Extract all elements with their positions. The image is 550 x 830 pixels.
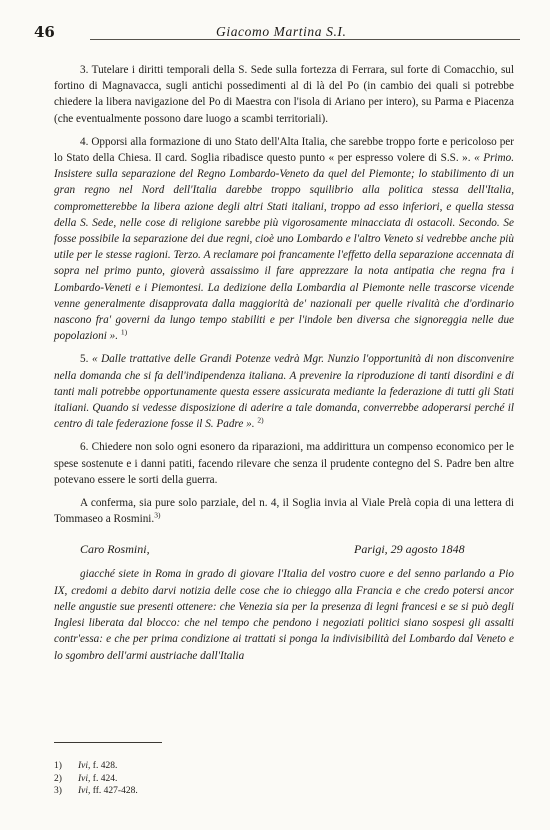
paragraph-7-text: A conferma, sia pure solo parziale, del n. 4, il Soglia invia al Viale Prelà copia di una lettera di Tommaseo a Rosmini. <box>54 497 514 526</box>
footnote-ref-1: 1) <box>120 327 128 337</box>
footnote-number: 2) <box>54 773 62 784</box>
footnote-ref: Ivi, <box>78 761 91 771</box>
letter-heading <box>54 541 514 559</box>
page-number: 46 <box>34 23 55 41</box>
paragraph-5 <box>54 351 514 432</box>
footnote-rule <box>54 742 162 743</box>
letter-salutation: Caro Rosmini, <box>80 542 150 557</box>
footnote <box>54 773 354 786</box>
page-header <box>34 23 514 43</box>
footnote-ref-2: 2) <box>257 415 264 425</box>
paragraph-5-quote: « Dalle trattative delle Grandi Potenze vedrà Mgr. Nunzio l'opportunità di non disconvenire nella domanda che si fa dell'indipendenza italiana. A prevenire la riproduzione di tanti disordini e di tanti mali potrebbe opportunamente questa essere assicurata mediante la federazione di tutti gli Stati italiani. Quando si vedesse disposizione di aderire a tale domanda, converrebbe adoperarsi perché il centro di tale federazione fosse il S. Padre ». <box>54 353 514 431</box>
paragraph-4 <box>54 134 514 345</box>
footnote-location: f. 428. <box>92 761 118 771</box>
footnote-location: f. 424. <box>92 773 118 784</box>
paragraph-4-quote: « Primo. Insistere sulla separazione del Regno Lombardo-Veneto da quel del Piemonte; lo stabilimento di un gran regno nel Nord dell'Italia darebbe troppo squilibrio alla politica stessa dell'Italia, comprometterebbe la libera azione degli altri Stati italiani, troppo ad esso inferiori, e quella stessa della S. Sede, nelle cose di religione sarebbe più vigorosamente minacciata di ostacoli. Secondo. Se fosse possibile la separazione dei due regni, cioè uno Lombardo e l'altro Veneto si vedrebbe anche più utile per le stesse ragioni. Terzo. A reclamare poi francamente l'effetto della separazione accennata di sopra nel primo punto, gioverà assaissimo il fare apprezzare la nota antipatia che regna fra i Lombardo-Veneti e i Piemontesi. La dedizione della Lombardia al Piemonte nelle trascorse vicende venne generalmente disapprovata dalla maggiorità de' nazionali per quelle rivalità che d'ordinario nascono fra' governi da lungo tempo stabiliti e per l'indole ben diversa che signoreggia nelle due popolazioni ». <box>54 152 514 343</box>
footnote <box>54 785 354 798</box>
paragraph-3: 3. Tutelare i diritti temporali della S. Sede sulla fortezza di Ferrara, sul forte di Comacchio, sul fortino di Magnavacca, sugli antichi possedimenti al di là del Po (in cambio dei quali si potrebbe chiedere la libera navigazione del Po di Maestra con l'isola di Ariano per intero), su Parma e Piacenza (che eventualmente possono dare luogo a scambi territoriali). <box>54 64 514 125</box>
letter-place-date: Parigi, 29 agosto 1848 <box>354 542 465 557</box>
footnote-location: ff. 427-428. <box>92 786 138 796</box>
footnote-number: 1) <box>54 761 62 771</box>
footnote-ref: Ivi, <box>78 786 91 796</box>
paragraph-6: 6. Chiedere non solo ogni esonero da riparazioni, ma addirittura un compenso economico per le spese sostenute e i danni patiti, facendo rilevare che senza il prudente contegno del S. Padre ben altre potevano essere le sorti della guerra. <box>54 441 514 486</box>
paragraph-5-intro: 5. <box>80 353 92 366</box>
letter-text: giacché siete in Roma in grado di giovare l'Italia del vostro cuore e del senno parlando a Pio IX, credomi a debito darvi notizia delle cose che io chieggo alla Francia e che credo potersi ancor nelle angustie sue presenti ottenere: che Venezia sia per la presenza di legni francesi e se si può degli Inglesi liberata dal blocco: che nel tempo che pendono i negoziati politici siano sospesi gli assalti contr'essa: e che per prima condizione ai trattati si ponga la indivisibilità del Lombardo dal Veneto e lo sgombro dell'armi austriache dall'Italia <box>54 568 514 662</box>
main-text <box>54 62 514 671</box>
footnote-ref-3: 3) <box>154 510 161 520</box>
footnotes <box>54 760 354 798</box>
footnote-ref: Ivi, <box>78 773 91 784</box>
footnote <box>54 760 354 773</box>
paragraph-7 <box>54 495 514 527</box>
running-title: Giacomo Martina S.I. <box>216 24 347 39</box>
paragraph-4-intro: 4. Opporsi alla formazione di uno Stato dell'Alta Italia, che sarebbe troppo forte e pericoloso per lo Stato della Chiesa. Il card. Soglia ribadisce questo punto « per espresso volere di S.S. ». <box>54 135 514 165</box>
footnote-number: 3) <box>54 786 62 796</box>
